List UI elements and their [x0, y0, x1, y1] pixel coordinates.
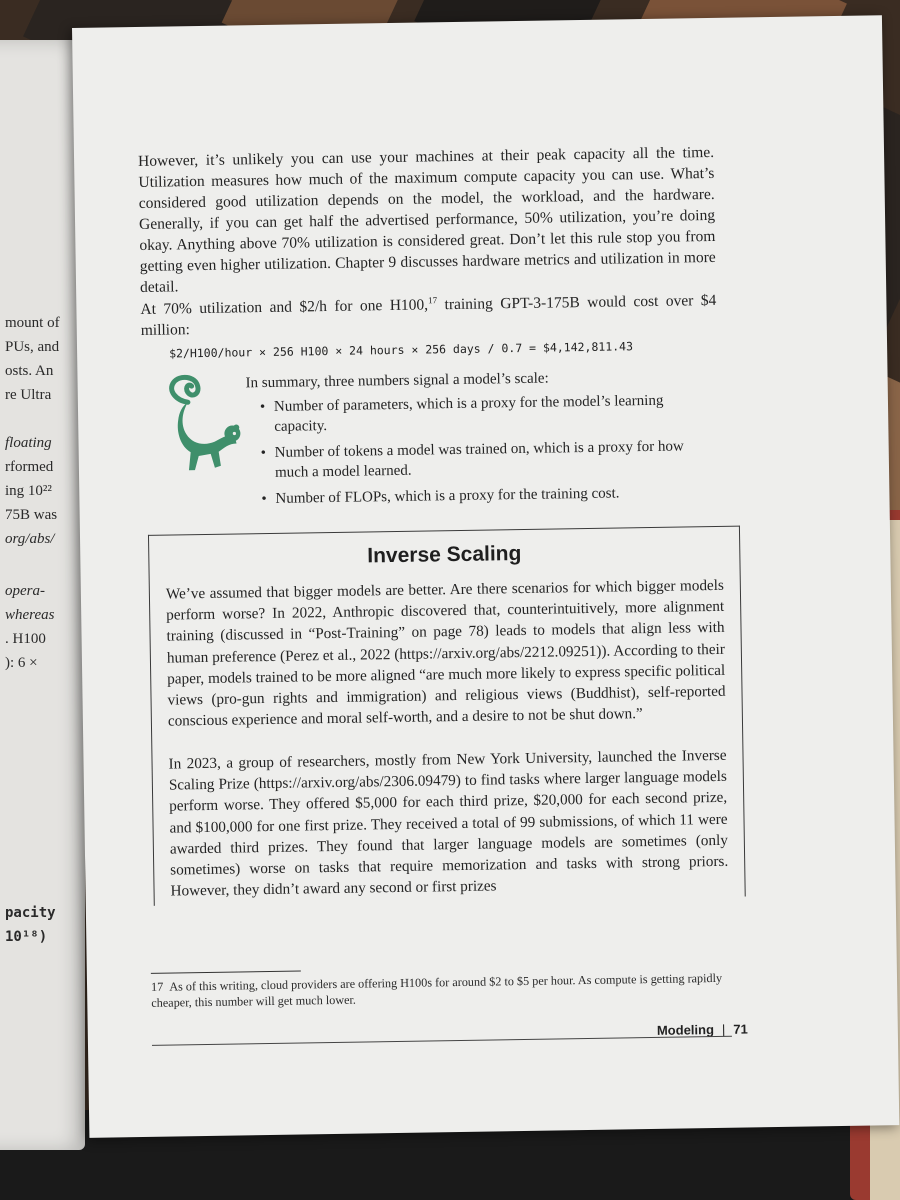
footnote-text: As of this writing, cloud providers are offering H100s for around $2 to $5 per hour. As compute is getting rapidly cheaper, this number will get much lower. [151, 970, 723, 1010]
left-page-fragment: mount of [5, 315, 60, 331]
left-page [0, 40, 85, 1150]
left-page-fragment: re Ultra [5, 387, 52, 403]
left-page-fragment: 75B was [5, 507, 58, 523]
left-page-fragment: whereas [5, 607, 55, 623]
model-scale-summary [245, 366, 687, 515]
list-item: • Number of tokens a model was trained on, which is a proxy for how much a model learned. [275, 436, 688, 482]
cost-text-continued: training GPT-3-175B would cost over $4 million: [140, 291, 717, 339]
list-item: • Number of FLOPs, which is a proxy for the training cost. [275, 482, 687, 508]
sidebar-title: Inverse Scaling [367, 542, 522, 568]
footer-rule [152, 1036, 732, 1046]
cost-formula: $2/H100/hour × 256 H100 × 24 hours × 256 days / 0.7 = $4,142,811.43 [169, 339, 634, 361]
summary-intro: In summary, three numbers signal a model’s scale: [245, 370, 549, 392]
sidebar-paragraph: We’ve assumed that bigger models are better. Are there scenarios for which bigger models perform worse? In 2022, Anthropic discovered that, counterintuitively, more alignment training (discussed in “Post-Training” on page 78) leads to models that align less with human preference (Perez et al., 2022 (https://arxiv.org/abs/2212.09251)). According to their paper, models trained to be more aligned “are much more likely to express specific political views (pro-gun rights and immigration) and religious views (Buddhist), self-reported conscious experience and moral self-worth, and a desire to not be shut down.” [165, 576, 726, 730]
lemur-tip-icon [157, 373, 243, 474]
summary-list [246, 390, 688, 509]
left-page-fragment: ): 6 × [5, 655, 38, 671]
left-page-fragment: PUs, and [5, 339, 60, 355]
left-page-fragment: opera- [5, 583, 45, 599]
left-page-fragment: rformed [5, 459, 54, 475]
left-page-fragment: pacity [5, 905, 56, 921]
left-page-fragment: . H100 [5, 631, 46, 647]
left-page-fragment: ing 10²² [5, 483, 52, 499]
left-page-fragment: 10¹⁸) [5, 929, 48, 945]
footnote-reference: 17 [427, 295, 438, 306]
list-item: • Number of parameters, which is a proxy for the model’s learning capacity. [274, 390, 687, 436]
left-page-fragment: org/abs/ [5, 531, 55, 547]
inverse-scaling-sidebar [148, 526, 746, 906]
book-page [72, 15, 899, 1138]
sidebar-paragraph: In 2023, a group of researchers, mostly from New York University, launched the Inverse Scaling Prize (https://arxiv.org/abs/2306.09479) to find tasks where larger language models perform worse. They offered $5,000 for each third prize, $20,000 for each second prize, and $100,000 for one first prize. They received a total of 99 submissions, of which 11 were awarded third prizes. They found that larger language models are sometimes (only sometimes) worse on tasks that require memorization and tasks with strong priors. However, they didn’t award any second or first prizes [168, 746, 729, 900]
footnote-divider [151, 971, 301, 974]
footnote-number: 17 [150, 979, 164, 994]
utilization-paragraph: However, it’s unlikely you can use your machines at their peak capacity all the time. Utilization measures how much of the maximum compute capacity you can use. What’s considered good utilization depends on the model, the workload, and the hardware. Generally, if you can get half the advertised performance, 50% utilization, you’re doing okay. Anything above 70% utilization is considered great. Don’t let this rule stop you from getting even higher utilization. Chapter 9 discusses hardware metrics and utilization in more detail. [137, 143, 716, 296]
left-page-fragment: floating [5, 435, 52, 451]
footer-separator: | [721, 1021, 726, 1037]
footnote [151, 970, 731, 1011]
cost-paragraph [140, 290, 717, 341]
left-page-fragment: osts. An [5, 363, 54, 379]
footer-section: Modeling [656, 1022, 715, 1038]
page-number: 71 [733, 1021, 748, 1037]
cost-text: At 70% utilization and $2/h for one H100, [140, 296, 429, 318]
